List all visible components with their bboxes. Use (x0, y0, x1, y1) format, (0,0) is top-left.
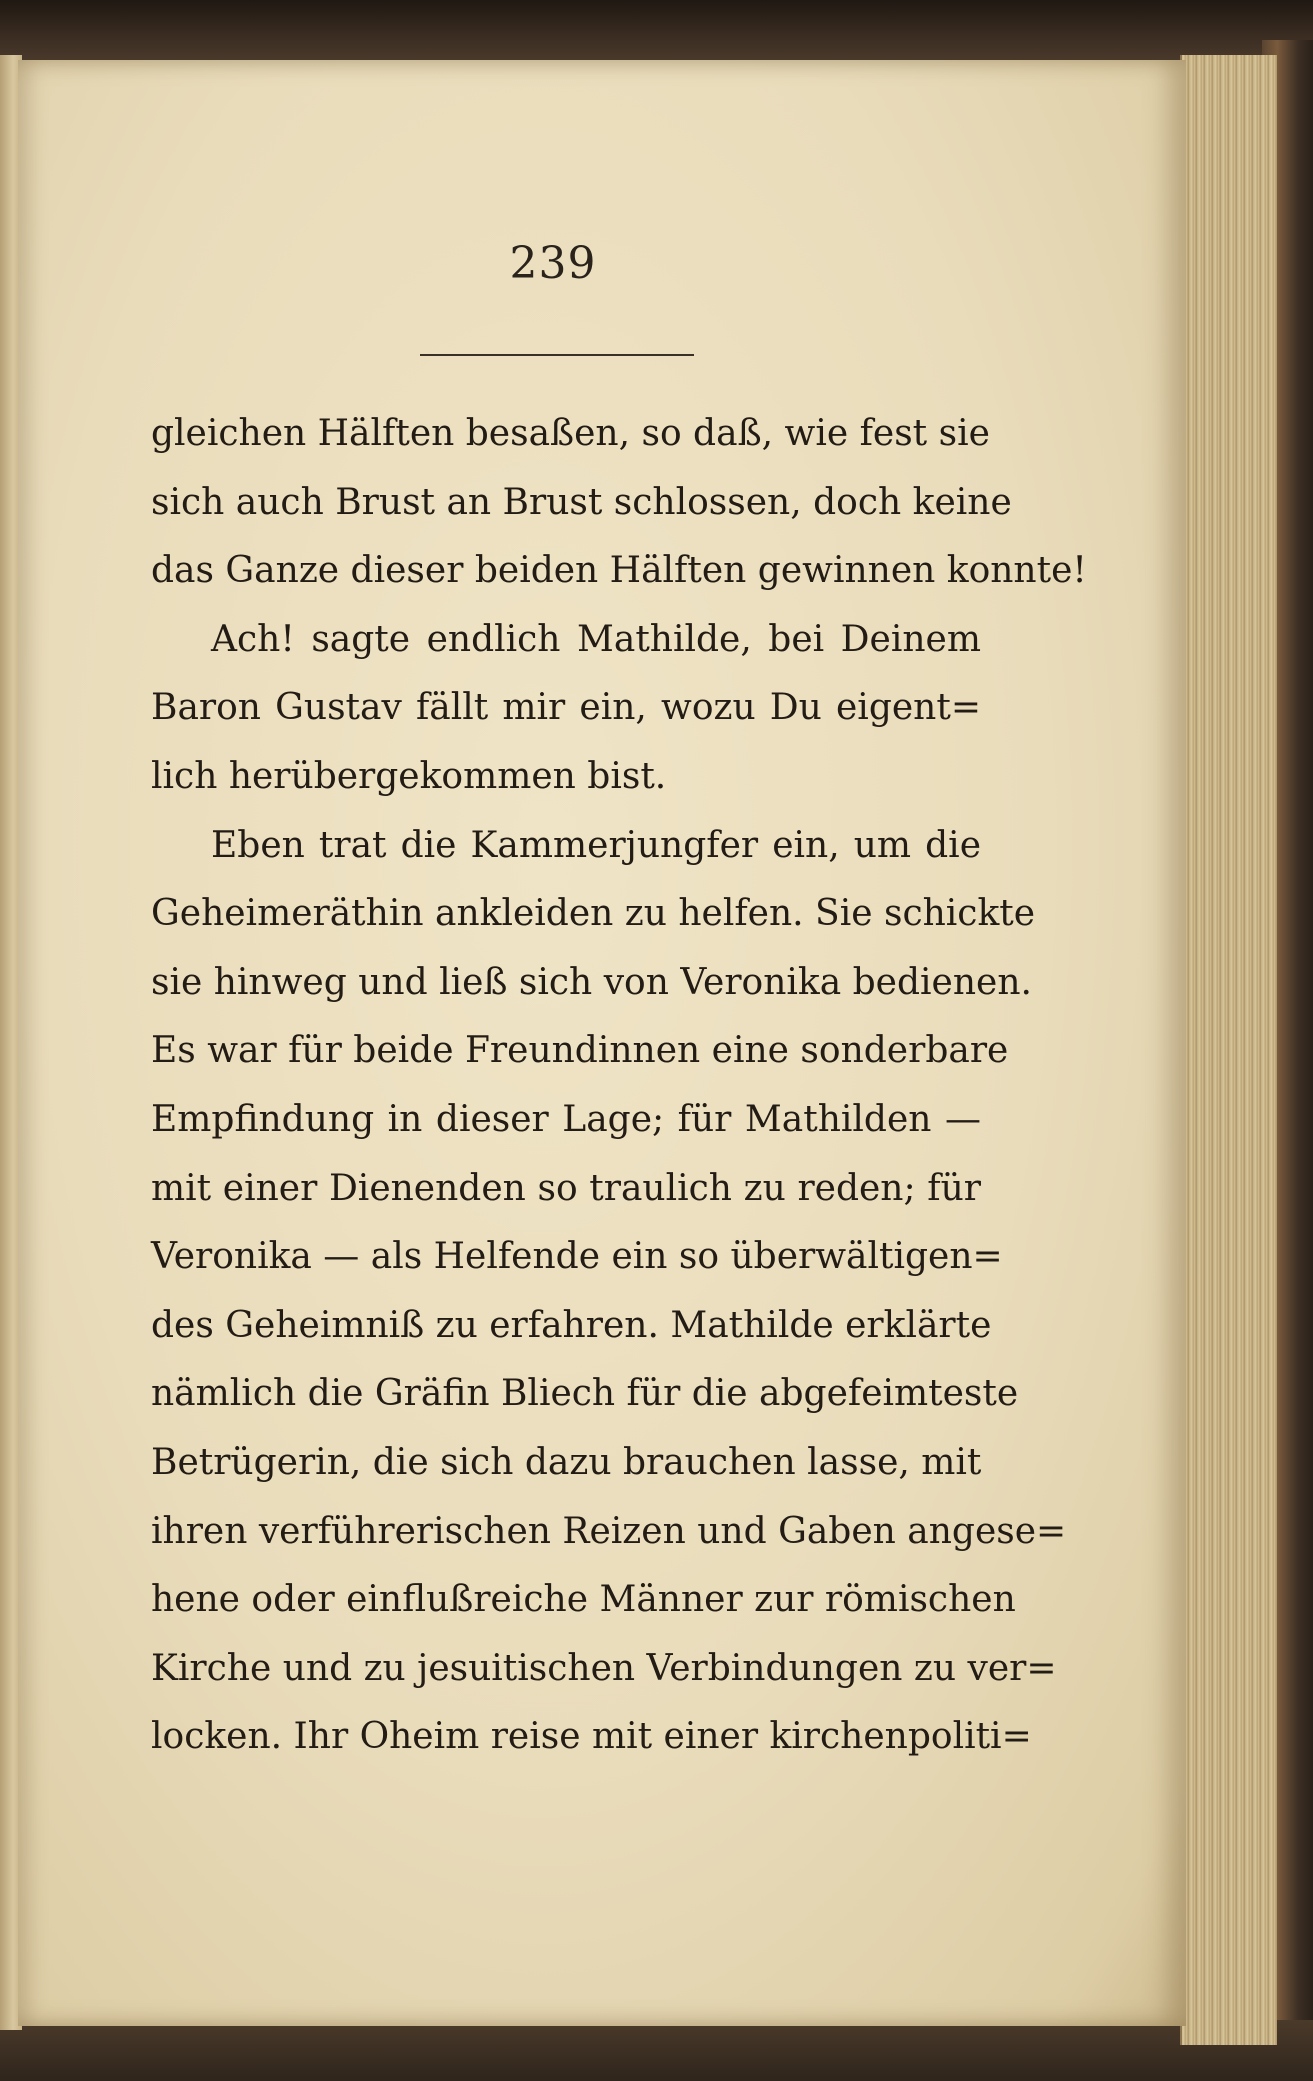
text-line: das Ganze dieser beiden Hälften gewinnen konnte! (151, 550, 1087, 592)
text-line: sie hinweg und ließ sich von Veronika bedienen. (151, 961, 1032, 1003)
text-line: ihren verführerischen Reizen und Gaben angese= (151, 1510, 1067, 1552)
text-line: Veronika — als Helfende ein so überwältigen= (151, 1236, 1003, 1278)
text-line: mit einer Dienenden so traulich zu reden; für (151, 1167, 981, 1209)
text-line: hene oder einflußreiche Männer zur römischen (151, 1579, 1016, 1621)
text-line: Ach! sagte endlich Mathilde, bei Deinem (211, 618, 981, 660)
text-line: lich herübergekommen bist. (151, 755, 667, 797)
text-line: locken. Ihr Oheim reise mit einer kirchenpoliti= (151, 1716, 1032, 1758)
text-line: Kirche und zu jesuitischen Verbindungen zu ver= (151, 1647, 1057, 1689)
text-line: gleichen Hälften besaßen, so daß, wie fest sie (151, 413, 990, 454)
text-line: Baron Gustav fällt mir ein, wozu Du eigent= (151, 687, 981, 729)
text-line: nämlich die Gräfin Bliech für die abgefeimteste (151, 1373, 1019, 1415)
book-cover-bottom (0, 2020, 1313, 2081)
page-body-text (151, 400, 1087, 1772)
text-line: sich auch Brust an Brust schlossen, doch keine (151, 481, 1012, 523)
page-number: 239 (509, 238, 597, 289)
book-cover-top (0, 0, 1313, 62)
text-line: Geheimeräthin ankleiden zu helfen. Sie schickte (151, 893, 1036, 935)
text-line: Es war für beide Freundinnen eine sonderbare (151, 1030, 1009, 1072)
text-line: Eben trat die Kammerjungfer ein, um die (211, 824, 981, 866)
text-line: Empfindung in dieser Lage; für Mathilden — (151, 1098, 981, 1140)
page-edges (1180, 55, 1277, 2045)
text-line: des Geheimniß zu erfahren. Mathilde erklärte (151, 1304, 992, 1346)
header-rule (420, 354, 694, 356)
text-line: Betrügerin, die sich dazu brauchen lasse, mit (151, 1441, 982, 1483)
book-page (18, 60, 1186, 2026)
